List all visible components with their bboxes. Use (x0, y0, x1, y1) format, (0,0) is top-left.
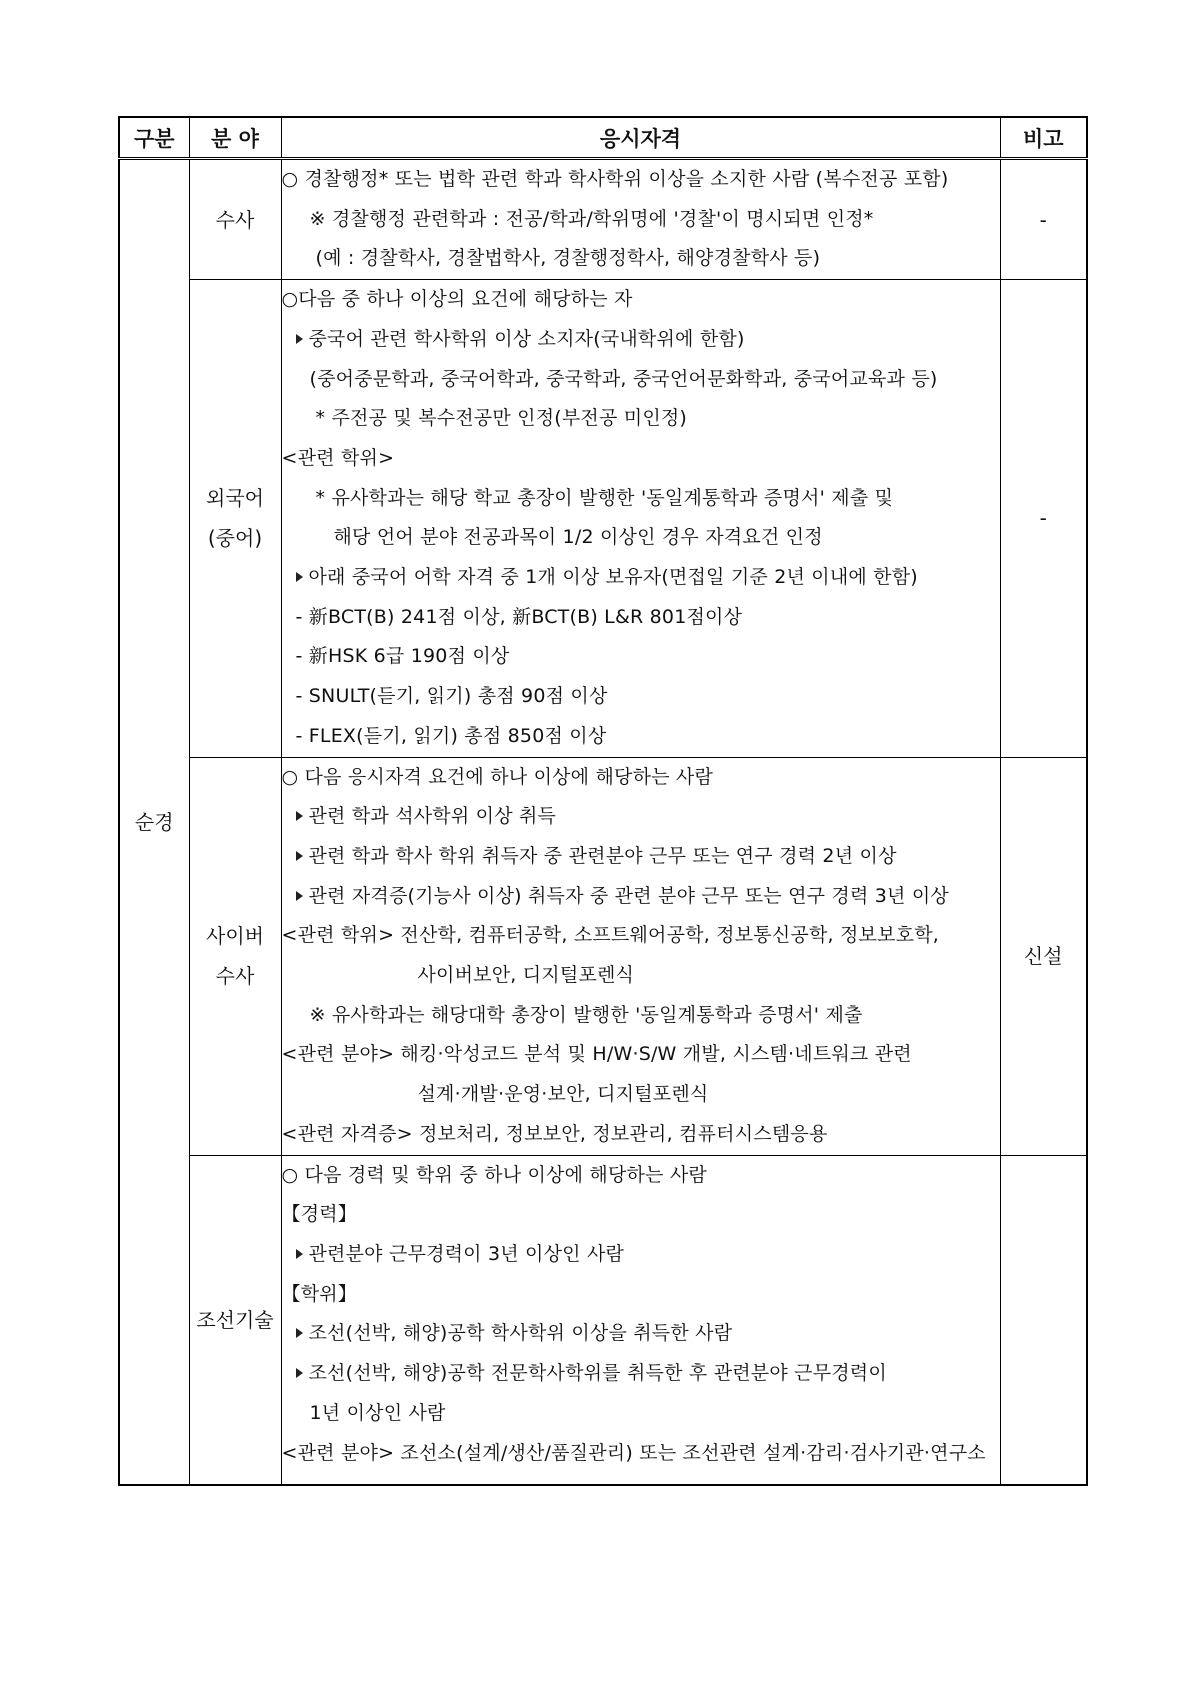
header-category: 구분 (119, 117, 189, 159)
header-note: 비고 (1000, 117, 1087, 159)
qualification-cell (281, 757, 1000, 1155)
qualification-line: * 주전공 및 복수전공만 인정(부전공 미인정) (315, 407, 688, 430)
qualification-line: ○ 경찰행정* 또는 법학 관련 학과 학사학위 이상을 소지한 사람 (복수전공 포함) (281, 168, 949, 190)
qualification-cell (281, 280, 1000, 757)
field-line: 사이버 (206, 924, 264, 949)
line-text: 관련 학과 학사 학위 취득자 중 관련분야 근무 또는 연구 경력 2년 이상 (308, 844, 897, 867)
header-row (119, 117, 1087, 159)
qualification-line (282, 320, 1000, 360)
qualification-line: 【학위】 (281, 1282, 358, 1305)
qualification-line: - 新BCT(B) 241점 이상, 新BCT(B) L&R 801점이상 (295, 605, 743, 628)
qualification-line: ※ 경찰행정 관련학과 : 전공/학과/학위명에 '경찰'이 명시되면 인정* (309, 207, 874, 230)
triangle-right-icon (296, 851, 303, 861)
row-foreign-language (119, 280, 1087, 757)
qualification-line: <관련 학위> 전산학, 컴퓨터공학, 소프트웨어공학, 정보통신공학, 정보보호학, (281, 924, 939, 947)
qualification-line: 사이버보안, 디지털포렌식 (417, 964, 635, 987)
qualification-line: (예 : 경찰학사, 경찰법학사, 경찰행정학사, 해양경찰학사 등) (315, 247, 821, 270)
triangle-right-icon (296, 1328, 303, 1338)
row-cyber-investigation (119, 757, 1087, 1155)
qualification-line: ○다음 중 하나 이상의 요건에 해당하는 자 (281, 288, 633, 311)
qualification-cell (281, 159, 1000, 280)
triangle-right-icon (296, 891, 303, 901)
header-field: 분 야 (189, 117, 281, 159)
category-cell: 순경 (119, 159, 189, 1485)
qualification-line: <관련 학위> (281, 446, 395, 469)
qualification-line: (중어중문학과, 중국어학과, 중국학과, 중국언어문화학과, 중국어교육과 등) (309, 367, 938, 390)
line-text: 아래 중국어 어학 자격 중 1개 이상 보유자(면접일 기준 2년 이내에 한함) (308, 566, 918, 589)
triangle-right-icon (296, 1368, 303, 1378)
qualification-line: - SNULT(듣기, 읽기) 총점 90점 이상 (295, 685, 608, 708)
note-cell (1000, 1155, 1087, 1485)
field-line: (중어) (207, 526, 263, 551)
line-text: 조선(선박, 해양)공학 학사학위 이상을 취득한 사람 (308, 1322, 733, 1345)
field-cell (189, 757, 281, 1155)
qualification-line: <관련 분야> 조선소(설계/생산/품질관리) 또는 조선관련 설계·감리·검사기관·연구소 (281, 1441, 986, 1464)
qualification-line: 【경력】 (281, 1203, 358, 1226)
qualification-line: - FLEX(듣기, 읽기) 총점 850점 이상 (295, 724, 607, 747)
line-text: 관련 자격증(기능사 이상) 취득자 중 관련 분야 근무 또는 연구 경력 3년 이상 (308, 884, 949, 907)
qualification-line (282, 1314, 1000, 1354)
qualification-line: 해당 언어 분야 전공과목이 1/2 이상인 경우 자격요건 인정 (333, 526, 823, 549)
qualification-line (282, 797, 1000, 837)
qualification-line (282, 1235, 1000, 1275)
note-cell: - (1000, 280, 1087, 757)
qualification-table (118, 116, 1088, 1486)
qualification-cell (281, 1155, 1000, 1485)
line-text: 관련 학과 석사학위 이상 취득 (308, 805, 557, 828)
row-investigation (119, 159, 1087, 280)
line-text: 관련분야 근무경력이 3년 이상인 사람 (308, 1242, 625, 1265)
qualification-line: ※ 유사학과는 해당대학 총장이 발행한 '동일계통학과 증명서' 제출 (309, 1003, 863, 1026)
field-cell: 수사 (189, 159, 281, 280)
line-text: 중국어 관련 학사학위 이상 소지자(국내학위에 한함) (308, 327, 745, 350)
qualification-line (282, 837, 1000, 877)
row-shipbuilding (119, 1155, 1087, 1485)
qualification-line (282, 877, 1000, 917)
triangle-right-icon (296, 1249, 303, 1259)
triangle-right-icon (296, 811, 303, 821)
qualification-line (282, 1354, 1000, 1394)
qualification-line: <관련 자격증> 정보처리, 정보보안, 정보관리, 컴퓨터시스템응용 (281, 1122, 828, 1145)
field-line: 외국어 (206, 486, 264, 511)
note-cell: 신설 (1000, 757, 1087, 1155)
header-qualification: 응시자격 (281, 117, 1000, 159)
triangle-right-icon (296, 334, 303, 344)
field-cell: 조선기술 (189, 1155, 281, 1485)
field-line: 수사 (215, 964, 255, 989)
qualification-line: 설계·개발·운영·보안, 디지털포렌식 (417, 1083, 709, 1106)
qualification-line: ○ 다음 경력 및 학위 중 하나 이상에 해당하는 사람 (281, 1163, 707, 1186)
qualification-line: - 新HSK 6급 190점 이상 (295, 645, 510, 668)
field-cell (189, 280, 281, 757)
qualification-line (282, 558, 1000, 598)
qualification-line: * 유사학과는 해당 학교 총장이 발행한 '동일계통학과 증명서' 제출 및 (315, 486, 894, 509)
line-text: 조선(선박, 해양)공학 전문학사학위를 취득한 후 관련분야 근무경력이 (308, 1362, 887, 1385)
qualification-line: ○ 다음 응시자격 요건에 하나 이상에 해당하는 사람 (281, 765, 714, 788)
qualification-line: <관련 분야> 해킹·악성코드 분석 및 H/W·S/W 개발, 시스템·네트워크 관련 (281, 1043, 912, 1066)
triangle-right-icon (296, 572, 303, 582)
note-cell: - (1000, 159, 1087, 280)
qualification-line: 1년 이상인 사람 (309, 1401, 446, 1424)
